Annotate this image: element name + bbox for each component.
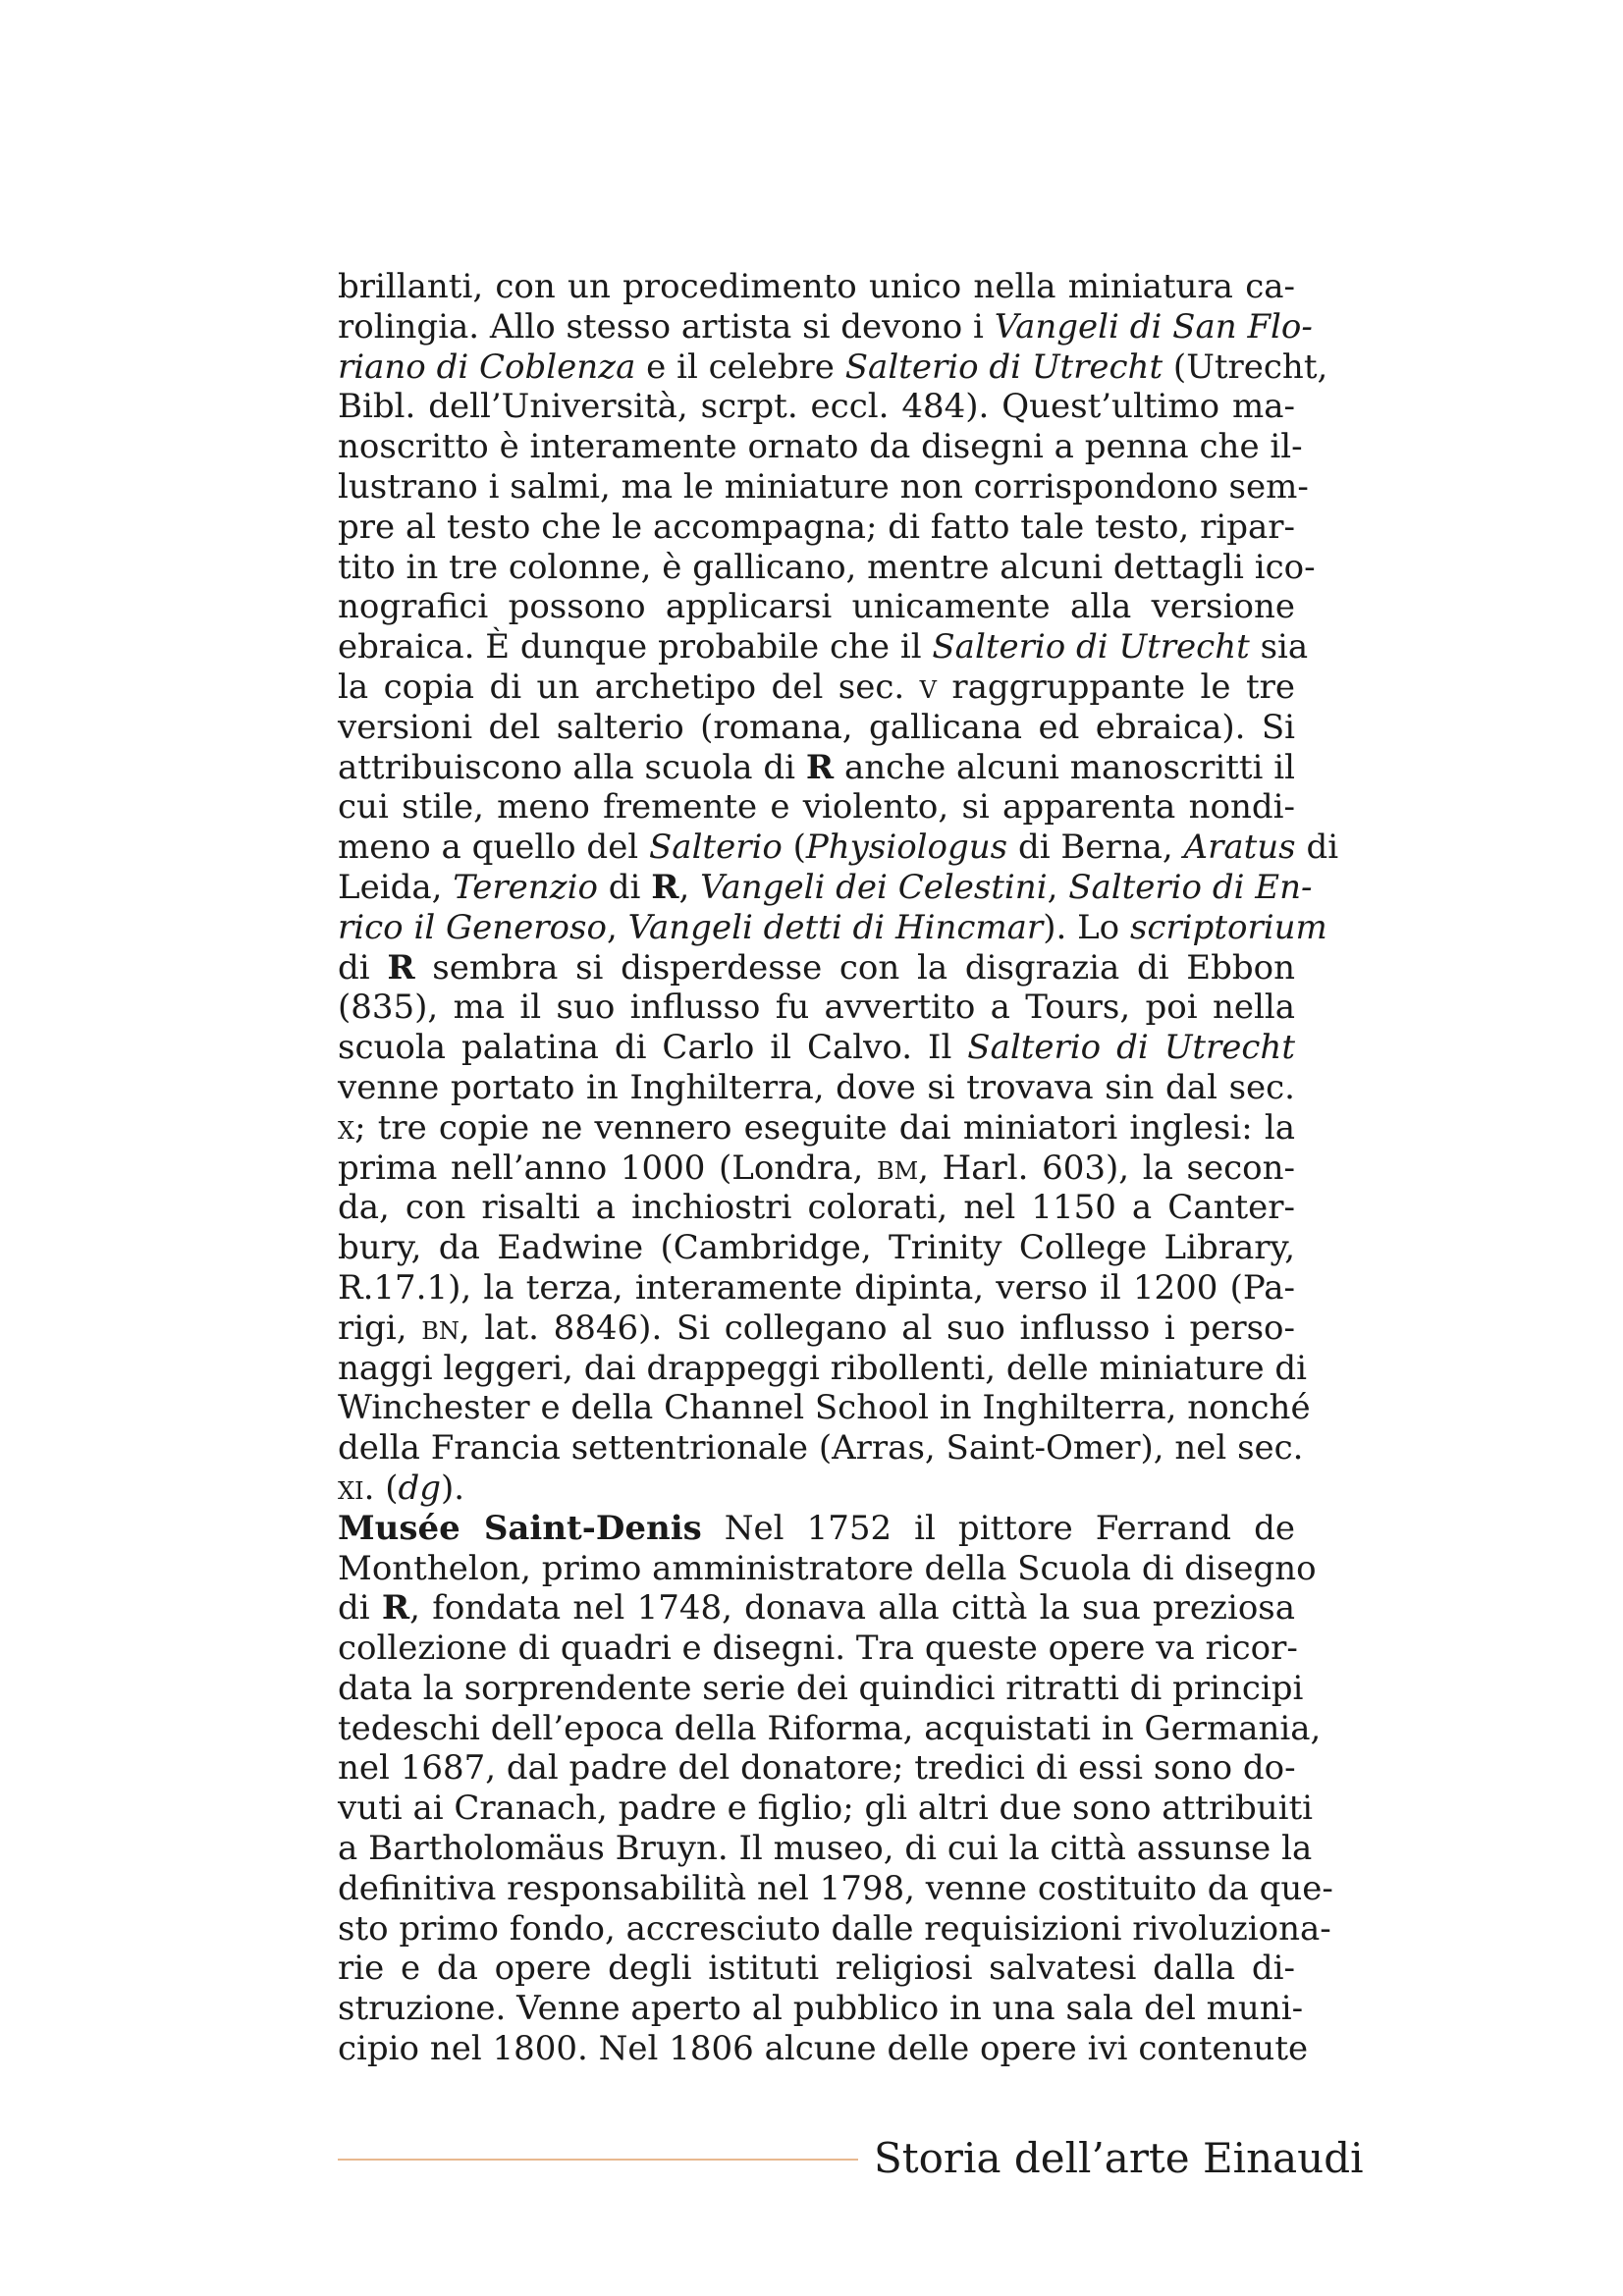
text-line (338, 1308, 1295, 1349)
text-segment: sembra si disperdesse con la disgrazia di Ebbon (414, 947, 1295, 988)
italic-text: Salterio di Utrecht (967, 1028, 1295, 1068)
text-segment: , fondata nel 1748, donava alla città la sua preziosa (409, 1588, 1296, 1629)
text-segment: ). Lo (1043, 907, 1130, 947)
text-line (338, 1268, 1295, 1308)
text-segment: rie e da opere degli istituti religiosi salvatesi dalla di- (338, 1949, 1295, 1989)
small-caps-text: x (338, 1107, 355, 1148)
bold-text: R (381, 1588, 410, 1629)
text-line (338, 267, 1295, 307)
text-segment: data la sorprendente serie dei quindici ritratti di principi (338, 1668, 1304, 1708)
text-segment: venne portato in Inghilterra, dove si trovava sin dal sec. (338, 1067, 1295, 1107)
text-line (338, 1108, 1295, 1148)
text-line (338, 1068, 1295, 1108)
text-segment: tito in tre colonne, è gallicano, mentre alcuni dettagli ico- (338, 547, 1316, 587)
text-line (338, 306, 1313, 347)
text-segment: , (606, 907, 628, 947)
text-line (338, 1708, 1322, 1749)
text-line (338, 1588, 1295, 1629)
italic-text: Salterio di En- (1068, 867, 1313, 907)
text-line (338, 787, 1295, 828)
text-segment: e il celebre (635, 347, 845, 387)
text-line (338, 2029, 1309, 2069)
text-segment: ; tre copie ne vennero eseguite dai miniatori inglesi: la (354, 1107, 1295, 1148)
text-line (338, 1348, 1308, 1389)
footer-rule (338, 2159, 858, 2161)
text-line (338, 1829, 1313, 1869)
bold-text: R (387, 947, 415, 988)
text-line (338, 828, 1339, 868)
text-segment: pre al testo che le accompagna; di fatto tale testo, ripar- (338, 507, 1295, 547)
text-segment: Winchester e della Channel School in Inghilterra, nonché (338, 1388, 1311, 1428)
text-segment: cipio nel 1800. Nel 1806 alcune delle opere ivi contenute (338, 2029, 1309, 2069)
italic-text: Terenzio (453, 867, 598, 907)
italic-text: Salterio di Utrecht (844, 347, 1163, 387)
text-segment: di (338, 947, 388, 988)
text-line (338, 1028, 1295, 1068)
text-line (338, 466, 1309, 507)
text-segment: , lat. 8846). Si collegano al suo influsso i perso- (459, 1308, 1295, 1348)
text-line (338, 1989, 1304, 2029)
italic-text: rico il Generoso (338, 907, 607, 947)
italic-text: Vangeli dei Celestini (700, 867, 1048, 907)
text-segment: di (338, 1588, 382, 1629)
text-segment: R.17.1), la terza, interamente dipinta, verso il 1200 (Pa- (338, 1267, 1295, 1308)
italic-text: Vangeli detti di Hincmar (627, 907, 1044, 947)
text-line (338, 748, 1295, 788)
text-line (338, 1428, 1304, 1468)
text-line (338, 1748, 1295, 1789)
italic-text: dg (398, 1468, 441, 1508)
text-segment: Bibl. dell’Università, scrpt. eccl. 484). Quest’ultimo ma- (338, 387, 1295, 427)
text-line (338, 1908, 1331, 1949)
footer-title: Storia dell’arte Einaudi (874, 2134, 1364, 2182)
text-segment: . ( (363, 1468, 399, 1508)
text-line (338, 1509, 1295, 1549)
text-line (338, 1228, 1295, 1268)
text-segment: rolingia. Allo stesso artista si devono i (338, 306, 995, 347)
text-segment: (835), ma il suo influsso fu avvertito a Tours, poi nella (338, 988, 1295, 1028)
text-segment: sto primo fondo, accresciuto dalle requisizioni rivoluziona- (338, 1908, 1331, 1949)
text-segment: Nel 1752 il pittore Ferrand de (701, 1508, 1295, 1548)
text-segment: struzione. Venne aperto al pubblico in una sala del muni- (338, 1989, 1304, 2029)
bold-text: R (651, 867, 679, 907)
text-segment: Leida, (338, 867, 454, 907)
text-line (338, 988, 1295, 1028)
italic-text: Vangeli di San Flo- (994, 306, 1313, 347)
text-line (338, 547, 1316, 588)
italic-text: Physiologus (805, 828, 1008, 868)
text-segment: (Utrecht, (1163, 347, 1328, 387)
text-line (338, 1629, 1298, 1669)
text-segment: di (1295, 828, 1339, 868)
text-segment: cui stile, meno fremente e violento, si apparenta nondi- (338, 787, 1295, 828)
text-line (338, 1868, 1333, 1909)
text-line (338, 708, 1295, 748)
text-segment: di (597, 867, 652, 907)
text-line (338, 627, 1309, 667)
text-segment: da, con risalti a inchiostri colorati, nel 1150 a Canter- (338, 1188, 1295, 1228)
italic-text: Salterio (649, 828, 783, 868)
text-segment: della Francia settentrionale (Arras, Saint-Omer), nel sec. (338, 1428, 1304, 1468)
text-line (338, 948, 1295, 988)
text-segment: prima nell’anno 1000 (Londra, (338, 1148, 877, 1188)
bold-text: R (805, 747, 835, 787)
text-segment: , (1047, 867, 1069, 907)
text-segment: Monthelon, primo amministratore della Scuola di disegno (338, 1548, 1317, 1588)
text-line (338, 1668, 1304, 1709)
text-segment: naggi leggeri, dai drappeggi ribollenti, delle miniature di (338, 1348, 1308, 1388)
text-segment: brillanti, con un procedimento unico nella miniatura ca- (338, 267, 1295, 306)
small-caps-text: v (919, 667, 937, 707)
text-segment: raggruppante le tre (936, 667, 1296, 707)
text-segment: sia (1249, 627, 1309, 667)
text-segment: , (678, 867, 701, 907)
text-segment: scuola palatina di Carlo il Calvo. Il (338, 1028, 968, 1068)
text-line (338, 1148, 1295, 1189)
text-segment: tedeschi dell’epoca della Riforma, acquistati in Germania, (338, 1708, 1322, 1748)
text-line (338, 907, 1327, 948)
text-line (338, 587, 1295, 627)
text-line (338, 1789, 1314, 1829)
text-line (338, 427, 1303, 467)
text-segment: attribuiscono alla scuola di (338, 747, 806, 787)
text-segment: di Berna, (1007, 828, 1184, 868)
text-line (338, 667, 1295, 708)
text-segment: lustrano i salmi, ma le miniature non corrispondono sem- (338, 466, 1309, 507)
italic-text: Aratus (1183, 828, 1296, 868)
text-line (338, 1548, 1317, 1589)
text-segment: nel 1687, dal padre del donatore; tredici di essi sono do- (338, 1748, 1296, 1789)
small-caps-text: bn (421, 1308, 460, 1348)
text-segment: bury, da Eadwine (Cambridge, Trinity College Library, (338, 1228, 1295, 1268)
italic-text: Salterio di Utrecht (932, 627, 1250, 667)
small-caps-text: bm (876, 1148, 919, 1188)
text-line (338, 347, 1328, 388)
text-segment: nografici possono applicarsi unicamente alla versione (338, 587, 1295, 627)
text-segment: versioni del salterio (romana, gallicana ed ebraica). Si (338, 707, 1295, 747)
text-segment: noscritto è interamente ornato da disegni a penna che il- (338, 427, 1303, 467)
text-segment: meno a quello del (338, 828, 649, 868)
text-line (338, 1388, 1311, 1428)
italic-text: scriptorium (1129, 907, 1327, 947)
bold-text: Musée Saint-Denis (338, 1508, 702, 1548)
article-body (338, 267, 1339, 2069)
text-segment: anche alcuni manoscritti il (834, 747, 1295, 787)
text-segment: la copia di un archetipo del sec. (338, 667, 920, 707)
text-segment: , Harl. 603), la secon- (918, 1148, 1295, 1188)
text-line (338, 387, 1295, 427)
text-segment: a Bartholomäus Bruyn. Il museo, di cui la città assunse la (338, 1829, 1313, 1869)
text-line (338, 507, 1295, 548)
text-line (338, 1188, 1295, 1228)
small-caps-text: xi (338, 1468, 364, 1508)
text-segment: definitiva responsabilità nel 1798, venne costituito da que- (338, 1868, 1333, 1908)
text-segment: ). (441, 1468, 465, 1508)
text-line (338, 1468, 1295, 1509)
text-segment: collezione di quadri e disegni. Tra queste opere va ricor- (338, 1629, 1298, 1669)
italic-text: riano di Coblenza (338, 347, 636, 387)
text-line (338, 1949, 1295, 1989)
text-segment: ebraica. È dunque probabile che il (338, 627, 933, 667)
text-segment: ( (782, 828, 806, 868)
text-segment: rigi, (338, 1308, 422, 1348)
text-line (338, 867, 1313, 908)
text-segment: vuti ai Cranach, padre e figlio; gli altri due sono attribuiti (338, 1789, 1314, 1829)
